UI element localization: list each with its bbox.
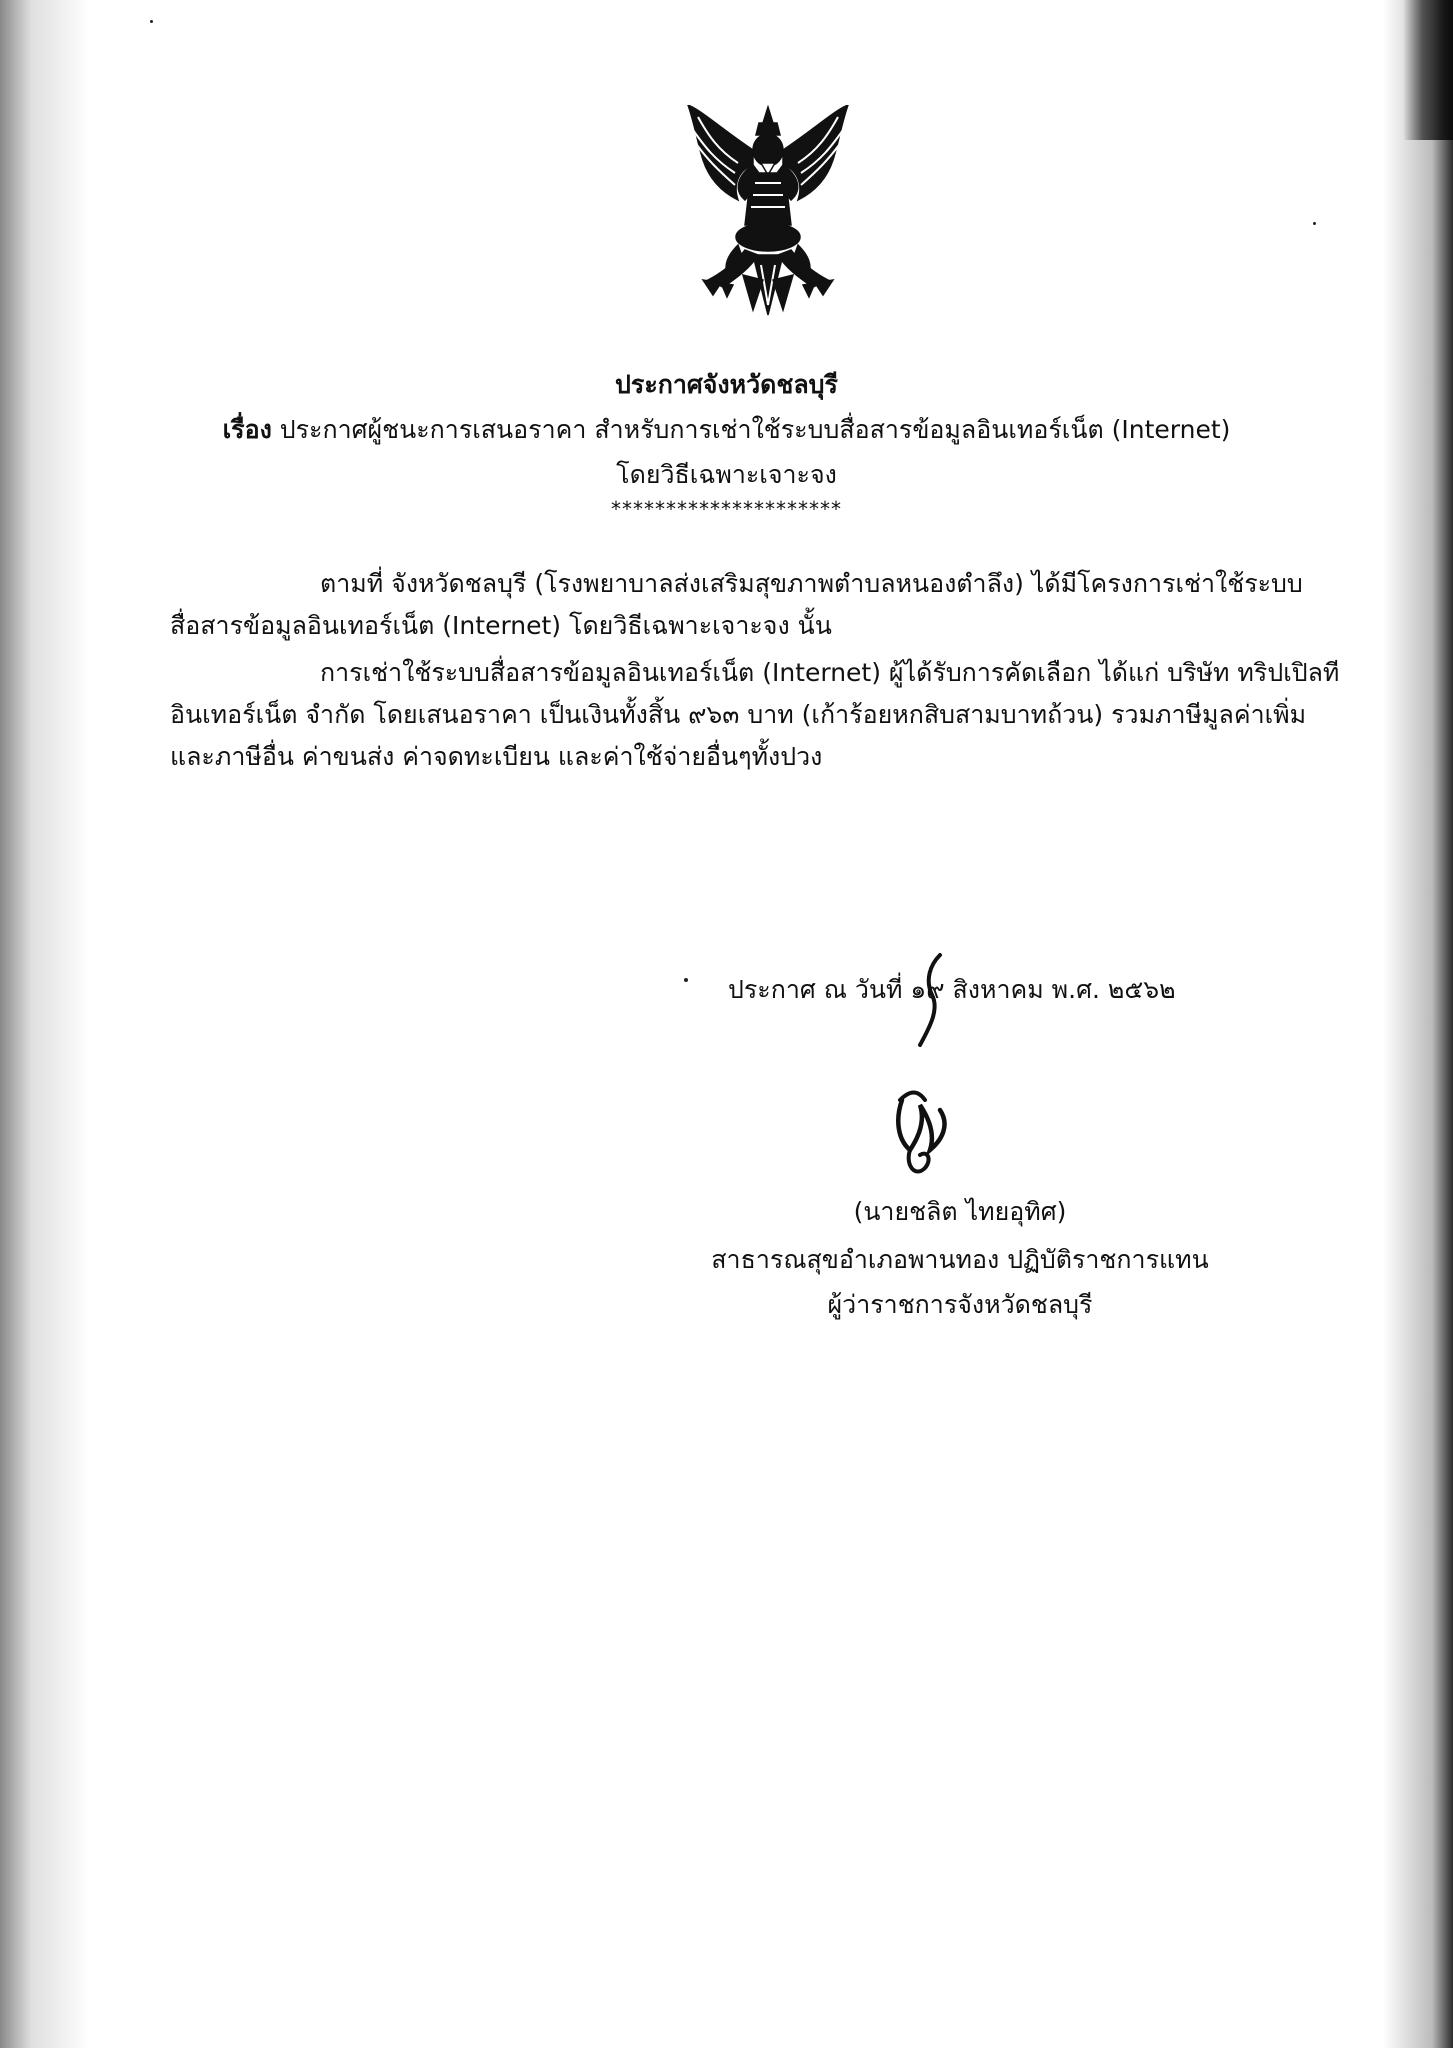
announcement-title: ประกาศจังหวัดชลบุรี [615,370,838,399]
subject-label: เรื่อง [222,415,272,444]
subject-text: ประกาศผู้ชนะการเสนอราคา สำหรับการเช่าใช้ระบบสื่อสารข้อมูลอินเทอร์เน็ต (Internet) [279,415,1231,444]
paragraph-background [170,563,1340,647]
paragraph-award [170,652,1340,778]
paragraph-background-text: ตามที่ จังหวัดชลบุรี (โรงพยาบาลส่งเสริมสุขภาพตำบลหนองตำลึง) ได้มีโครงการเช่าใช้ระบบสื่อสารข้อมูลอินเทอร์เน็ต (Internet) โดยวิธีเฉพาะเจาะจง นั้น [170,569,1303,640]
signer-office: ผู้ว่าราชการจังหวัดชลบุรี [827,1290,1093,1319]
announcement-date: ประกาศ ณ วันที่ ๑๙ สิงหาคม พ.ศ. ๒๕๖๒ [728,975,1176,1004]
scan-edge-corner [1403,0,1453,140]
procurement-method: โดยวิธีเฉพาะเจาะจง [616,460,837,489]
announcement-subject [0,410,1453,450]
paragraph-award-text: การเช่าใช้ระบบสื่อสารข้อมูลอินเทอร์เน็ต (Internet) ผู้ได้รับการคัดเลือก ได้แก่ บริษัท ทริปเปิลที อินเทอร์เน็ต จำกัด โดยเสนอราคา เป็นเงินทั้งสิ้น ๙๖๓ บาท (เก้าร้อยหกสิบสามบาทถ้วน) รวมภาษีมูลค่าเพิ่มและภาษีอื่น ค่าขนส่ง ค่าจดทะเบียน และค่าใช้จ่ายอื่นๆทั้งปวง [170,658,1340,771]
scan-speck [150,20,153,23]
scan-edge-left [0,0,90,2048]
handwritten-signature-icon [870,950,990,1180]
scan-speck [1313,222,1316,225]
signer-name: (นายชลิต ไทยอุทิศ) [853,1197,1067,1226]
signer-position: สาธารณสุขอำเภอพานทอง ปฏิบัติราชการแทน [711,1245,1209,1274]
separator-line: ********************* [611,497,842,521]
scan-edge-right [1383,0,1453,2048]
garuda-emblem-icon [683,105,853,320]
scan-speck [684,978,688,982]
